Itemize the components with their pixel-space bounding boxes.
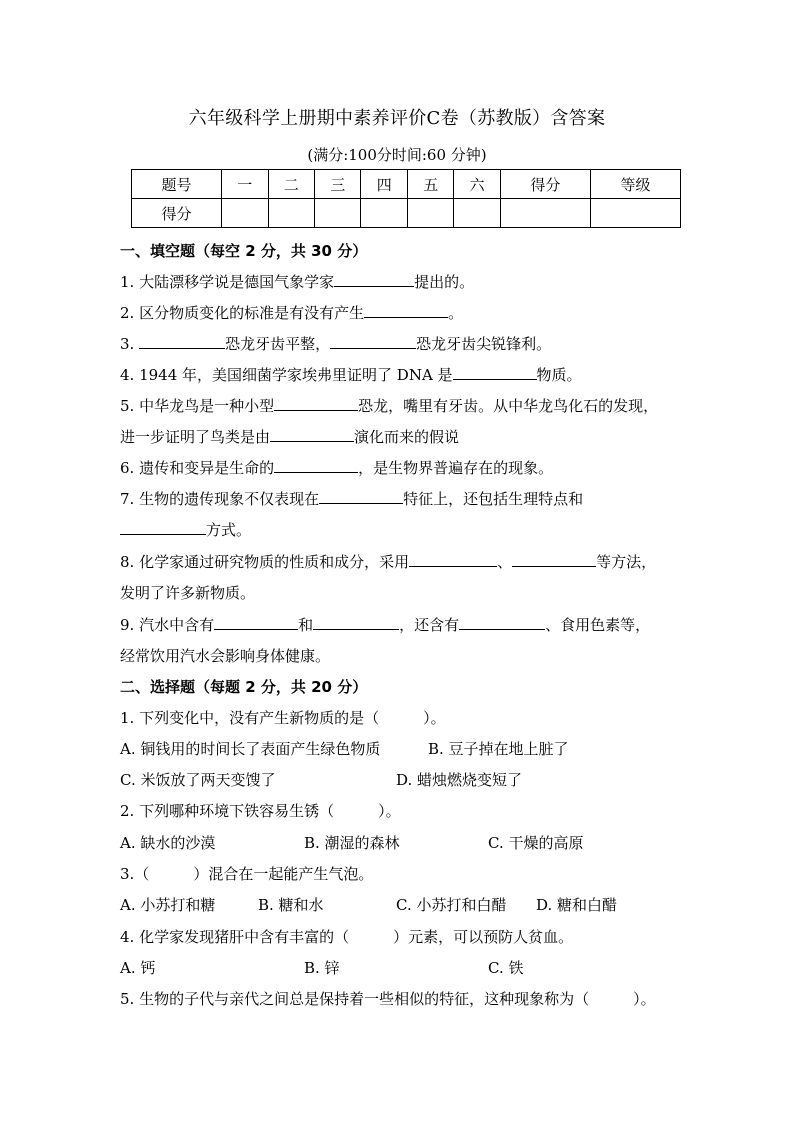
question-6: [120, 457, 553, 478]
question-text: 恐龙，嘴里有牙齿。从中华龙鸟化石的发现，: [358, 397, 659, 415]
option-b[interactable]: B. 潮湿的森林: [304, 834, 400, 852]
question-text: 等方法，: [596, 553, 657, 571]
option-a[interactable]: A. 小苏打和糖: [120, 896, 216, 914]
answer-blank[interactable]: [270, 426, 354, 442]
question-text: 物质。: [536, 366, 582, 384]
answer-blank[interactable]: [274, 457, 358, 473]
option-c[interactable]: C. 铁: [488, 959, 524, 977]
answer-blank[interactable]: [453, 364, 537, 380]
score-header-cell: 二: [268, 170, 314, 199]
choice-question-2: [120, 800, 401, 821]
question-text: 5. 生物的子代与亲代之间总是保持着一些相似的特征，这种现象称为（: [120, 990, 590, 1008]
question-8: [120, 551, 656, 572]
question-text: 。: [448, 304, 464, 322]
question-text: 发明了许多新物质。: [120, 584, 256, 602]
score-header-cell: 等级: [590, 170, 680, 199]
score-header-cell: 得分: [500, 170, 590, 199]
answer-blank[interactable]: [409, 551, 497, 567]
choice-question-4: [120, 926, 573, 947]
question-text: ，还含有: [399, 616, 460, 634]
answer-blank[interactable]: [334, 271, 414, 287]
score-row-label: 得分: [132, 199, 222, 228]
question-text: 9. 汽水中含有: [120, 616, 215, 634]
section-heading-choice: 二、选择题（每题 2 分，共 20 分）: [120, 678, 368, 696]
score-header-cell: 题号: [132, 170, 222, 199]
exam-info: (满分:100分时间:60 分钟): [307, 146, 487, 164]
answer-blank[interactable]: [313, 614, 399, 630]
score-cell: [314, 199, 360, 228]
answer-blank[interactable]: [319, 488, 403, 504]
score-header-cell: 五: [407, 170, 453, 199]
score-table-header-row: [132, 170, 681, 199]
question-text: 3.: [120, 335, 135, 353]
option-c[interactable]: C. 干燥的高原: [488, 834, 584, 852]
question-5-continued: [120, 426, 459, 447]
score-table: [131, 169, 681, 228]
answer-blank[interactable]: [214, 614, 298, 630]
score-header-cell: 一: [222, 170, 268, 199]
option-a[interactable]: A. 铜钱用的时间长了表面产生绿色物质: [120, 740, 381, 758]
score-header-cell: 四: [361, 170, 407, 199]
answer-blank[interactable]: [330, 333, 416, 349]
question-1: [120, 271, 474, 292]
choice-question-5: [120, 988, 656, 1009]
answer-blank[interactable]: [139, 333, 225, 349]
option-a[interactable]: A. 缺水的沙漠: [120, 834, 216, 852]
score-table-score-row: [132, 199, 681, 228]
question-3: [120, 333, 551, 354]
question-9-continued: [120, 645, 330, 666]
answer-blank[interactable]: [120, 519, 206, 535]
question-2: [120, 302, 463, 323]
question-text: 经常饮用汽水会影响身体健康。: [120, 647, 331, 665]
question-text: 提出的。: [414, 273, 475, 291]
question-9: [120, 614, 650, 635]
score-cell: [407, 199, 453, 228]
question-text: 和: [298, 616, 314, 634]
question-text: 4. 1944 年，美国细菌学家埃弗里证明了 DNA 是: [120, 366, 453, 384]
question-text: 8. 化学家通过研究物质的性质和成分，采用: [120, 553, 410, 571]
option-d[interactable]: D. 糖和白醋: [536, 896, 618, 914]
question-text: 方式。: [206, 521, 252, 539]
score-cell: [454, 199, 500, 228]
question-text: 、: [497, 553, 513, 571]
answer-blank[interactable]: [459, 614, 545, 630]
option-b[interactable]: B. 锌: [304, 959, 340, 977]
question-7-continued: [120, 519, 251, 540]
choice-question-1: [120, 707, 446, 728]
option-b[interactable]: B. 糖和水: [258, 896, 324, 914]
question-text: 6. 遗传和变异是生命的: [120, 459, 275, 477]
question-8-continued: [120, 582, 255, 603]
score-cell: [361, 199, 407, 228]
score-cell: [500, 199, 590, 228]
section-heading-fill-blank: 一、填空题（每空 2 分，共 30 分）: [120, 242, 368, 260]
question-text: 特征上，还包括生理特点和: [403, 490, 584, 508]
question-text: 、食用色素等，: [545, 616, 651, 634]
question-text: 4. 化学家发现猪肝中含有丰富的（: [120, 928, 350, 946]
question-text: 进一步证明了鸟类是由: [120, 428, 271, 446]
question-text: 3.（: [120, 865, 150, 883]
score-cell: [222, 199, 268, 228]
answer-blank[interactable]: [274, 395, 358, 411]
question-text: ，是生物界普遍存在的现象。: [358, 459, 554, 477]
question-4: [120, 364, 582, 385]
question-5: [120, 395, 658, 416]
question-text: 演化而来的假说: [354, 428, 460, 446]
question-7: [120, 488, 583, 509]
question-text: 2. 区分物质变化的标准是有没有产生: [120, 304, 365, 322]
choice-question-3: [120, 863, 373, 884]
score-header-cell: 三: [314, 170, 360, 199]
question-text: 1. 大陆漂移学说是德国气象学家: [120, 273, 335, 291]
question-text: ）混合在一起能产生气泡。: [193, 865, 374, 883]
option-c[interactable]: C. 小苏打和白醋: [396, 896, 507, 914]
question-text: 恐龙牙齿尖锐锋利。: [416, 335, 552, 353]
question-text: ）。: [423, 709, 446, 727]
option-c[interactable]: C. 米饭放了两天变馊了: [120, 771, 276, 789]
score-cell: [590, 199, 680, 228]
question-text: ）。: [378, 802, 401, 820]
question-text: 5. 中华龙鸟是一种小型: [120, 397, 275, 415]
question-text: ）元素，可以预防人贫血。: [393, 928, 574, 946]
score-cell: [268, 199, 314, 228]
answer-blank[interactable]: [512, 551, 596, 567]
question-text: 7. 生物的遗传现象不仅表现在: [120, 490, 320, 508]
option-d[interactable]: D. 蜡烛燃烧变短了: [396, 771, 523, 789]
page-title: 六年级科学上册期中素养评价C卷（苏教版）含答案: [188, 108, 606, 129]
option-b[interactable]: B. 豆子掉在地上脏了: [428, 740, 569, 758]
question-text: 2. 下列哪种环境下铁容易生锈（: [120, 802, 335, 820]
option-a[interactable]: A. 钙: [120, 959, 156, 977]
question-text: 1. 下列变化中，没有产生新物质的是（: [120, 709, 380, 727]
question-text: ）。: [633, 990, 656, 1008]
score-header-cell: 六: [454, 170, 500, 199]
question-text: 恐龙牙齿平整，: [225, 335, 331, 353]
answer-blank[interactable]: [364, 302, 448, 318]
